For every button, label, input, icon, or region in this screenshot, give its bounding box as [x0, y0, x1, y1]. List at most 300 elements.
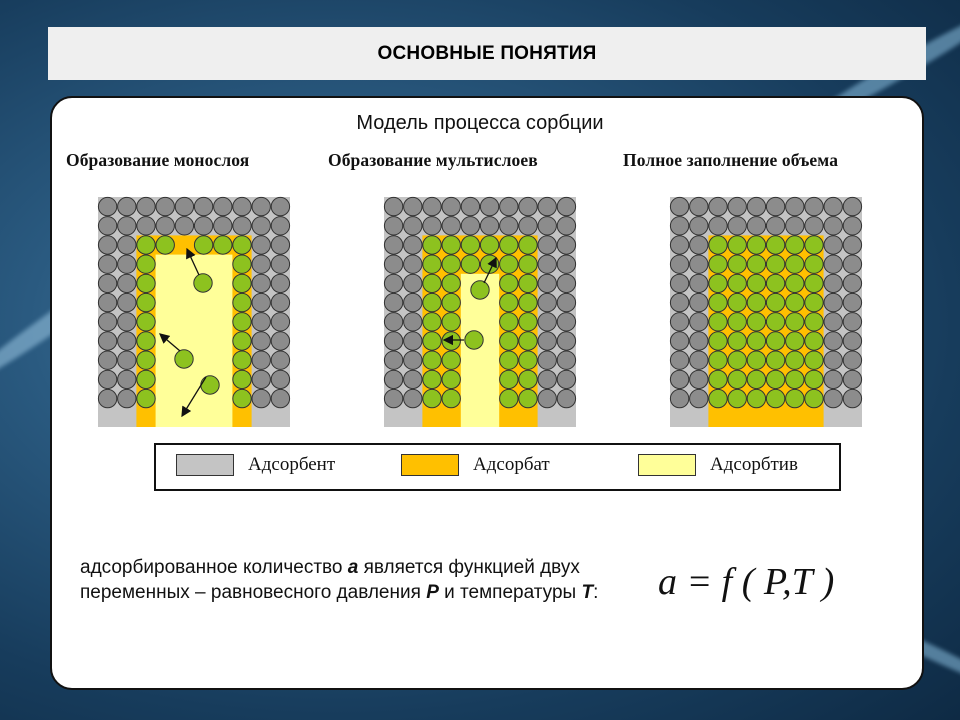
adsorbate-sphere	[747, 332, 765, 350]
adsorbent-swatch	[176, 454, 234, 476]
adsorbate-sphere	[442, 274, 460, 292]
adsorbate-sphere	[137, 313, 155, 331]
adsorbate-sphere	[709, 313, 727, 331]
adsorbate-sphere	[519, 293, 537, 311]
adsorbate-sphere	[766, 370, 784, 388]
legend-label-adsorbate: Адсорбат	[473, 454, 550, 475]
adsorbent-sphere	[137, 197, 155, 215]
adsorbent-sphere	[384, 351, 402, 369]
adsorbent-sphere	[118, 370, 136, 388]
adsorbate-sphere	[766, 255, 784, 273]
adsorbent-sphere	[538, 332, 556, 350]
adsorbent-sphere	[500, 197, 518, 215]
adsorbent-sphere	[271, 274, 289, 292]
adsorbate-sphere	[500, 274, 518, 292]
adsorbent-sphere	[404, 332, 422, 350]
adsorbent-sphere	[271, 370, 289, 388]
adsorbate-sphere	[442, 313, 460, 331]
adsorbate-sphere	[137, 236, 155, 254]
adsorbent-sphere	[442, 217, 460, 235]
adsorbent-sphere	[843, 217, 861, 235]
adsorbent-sphere	[175, 197, 193, 215]
adsorbent-sphere	[824, 236, 842, 254]
adsorbent-sphere	[824, 255, 842, 273]
adsorbate-sphere	[233, 389, 251, 407]
adsorbate-sphere	[805, 255, 823, 273]
adsorbent-sphere	[538, 351, 556, 369]
adsorbent-sphere	[824, 274, 842, 292]
adsorbate-sphere	[747, 255, 765, 273]
adsorbent-sphere	[252, 389, 270, 407]
adsorbate-sphere	[423, 255, 441, 273]
adsorbate-sphere	[500, 351, 518, 369]
model-title: Модель процесса сорбции	[356, 112, 604, 134]
adsorbate-sphere	[500, 332, 518, 350]
adsorbent-sphere	[824, 217, 842, 235]
adsorbent-sphere	[805, 217, 823, 235]
adsorbate-sphere	[786, 255, 804, 273]
adsorbate-sphere	[786, 332, 804, 350]
adsorbent-sphere	[384, 217, 402, 235]
adsorbent-sphere	[519, 217, 537, 235]
desc-text-2: является функцией двух переменных – равновесного давления	[80, 557, 580, 603]
adsorbent-sphere	[271, 313, 289, 331]
adsorbate-sphere	[805, 236, 823, 254]
adsorbate-sphere	[766, 236, 784, 254]
adsorbent-sphere	[384, 313, 402, 331]
adsorbate-sphere	[786, 274, 804, 292]
adsorbate-sphere	[423, 313, 441, 331]
adsorbent-sphere	[98, 332, 116, 350]
adsorbent-sphere	[118, 313, 136, 331]
adsorbent-sphere	[557, 274, 575, 292]
adsorbent-sphere	[690, 197, 708, 215]
adsorbent-sphere	[404, 197, 422, 215]
adsorbate-sphere	[805, 293, 823, 311]
adsorbent-sphere	[538, 370, 556, 388]
legend-label-adsorbent: Адсорбент	[248, 454, 336, 475]
adsorbent-sphere	[824, 293, 842, 311]
adsorbent-sphere	[766, 197, 784, 215]
adsorbent-sphere	[233, 217, 251, 235]
adsorbent-sphere	[156, 197, 174, 215]
adsorbate-sphere	[233, 236, 251, 254]
adsorbate-sphere	[747, 351, 765, 369]
adsorbent-sphere	[557, 351, 575, 369]
adsorbent-sphere	[690, 370, 708, 388]
adsorbate-sphere	[233, 274, 251, 292]
adsorbent-sphere	[747, 217, 765, 235]
caption-multilayer: Образование мультислоев	[328, 150, 538, 170]
adsorbent-sphere	[538, 293, 556, 311]
adsorbate-sphere	[500, 370, 518, 388]
adsorbent-sphere	[98, 255, 116, 273]
adsorbate-sphere	[709, 236, 727, 254]
adsorbate-sphere	[500, 236, 518, 254]
adsorbent-sphere	[118, 274, 136, 292]
adsorbent-sphere	[271, 293, 289, 311]
adsorbent-sphere	[118, 255, 136, 273]
adsorbent-sphere	[728, 197, 746, 215]
adsorbent-sphere	[480, 217, 498, 235]
adsorbent-sphere	[500, 217, 518, 235]
adsorbent-sphere	[670, 197, 688, 215]
adsorbent-sphere	[557, 370, 575, 388]
adsorbent-sphere	[480, 197, 498, 215]
adsorbent-sphere	[118, 197, 136, 215]
adsorbate-sphere	[766, 389, 784, 407]
adsorbate-sphere	[766, 313, 784, 331]
adsorbent-sphere	[557, 313, 575, 331]
adsorbent-sphere	[404, 389, 422, 407]
adsorbate-sphere	[137, 370, 155, 388]
adsorbate-sphere	[747, 370, 765, 388]
legend-item-adsorbate	[401, 454, 550, 476]
adsorbent-sphere	[538, 236, 556, 254]
free-molecule	[465, 331, 483, 349]
adsorbate-sphere	[233, 313, 251, 331]
adsorbent-sphere	[252, 274, 270, 292]
adsorbate-sphere	[709, 274, 727, 292]
adsorbent-sphere	[824, 332, 842, 350]
adsorbate-sphere	[156, 236, 174, 254]
adsorbent-sphere	[538, 255, 556, 273]
adsorbent-sphere	[461, 217, 479, 235]
adsorbate-sphere	[442, 255, 460, 273]
adsorbate-sphere	[747, 293, 765, 311]
caption-monolayer: Образование монослоя	[66, 150, 250, 170]
adsorbent-sphere	[442, 197, 460, 215]
adsorbent-sphere	[271, 217, 289, 235]
adsorbent-sphere	[194, 197, 212, 215]
adsorbent-sphere	[843, 293, 861, 311]
adsorbate-sphere	[728, 370, 746, 388]
adsorbent-sphere	[98, 351, 116, 369]
adsorbent-sphere	[786, 217, 804, 235]
legend-item-adsorbent	[176, 454, 335, 476]
adsorbent-sphere	[98, 217, 116, 235]
adsorbate-sphere	[423, 389, 441, 407]
adsorbent-sphere	[690, 236, 708, 254]
adsorbate-sphere	[805, 332, 823, 350]
adsorbate-sphere	[233, 332, 251, 350]
adsorbent-sphere	[118, 332, 136, 350]
adsorbate-sphere	[519, 236, 537, 254]
adsorbate-sphere	[709, 332, 727, 350]
adsorbate-sphere	[728, 332, 746, 350]
adsorbate-sphere	[709, 370, 727, 388]
adsorbent-sphere	[98, 370, 116, 388]
adsorbent-sphere	[252, 370, 270, 388]
free-molecule	[194, 274, 212, 292]
adsorbent-sphere	[670, 313, 688, 331]
adsorbate-sphere	[423, 351, 441, 369]
adsorbent-sphere	[423, 217, 441, 235]
adsorbate-sphere	[461, 255, 479, 273]
adsorbent-sphere	[557, 197, 575, 215]
adsorbate-sphere	[728, 255, 746, 273]
adsorbate-sphere	[709, 293, 727, 311]
adsorbent-sphere	[557, 236, 575, 254]
adsorbent-sphere	[670, 332, 688, 350]
adsorbent-sphere	[175, 217, 193, 235]
legend-label-adsorptive: Адсорбтив	[710, 454, 798, 475]
adsorbent-sphere	[690, 293, 708, 311]
adsorbent-sphere	[384, 293, 402, 311]
adsorbate-sphere	[728, 313, 746, 331]
adsorbate-sphere	[442, 236, 460, 254]
adsorbent-sphere	[137, 217, 155, 235]
adsorbate-sphere	[728, 274, 746, 292]
adsorbent-sphere	[538, 389, 556, 407]
adsorbate-sphere	[137, 332, 155, 350]
adsorbent-sphere	[98, 274, 116, 292]
adsorbent-sphere	[271, 351, 289, 369]
adsorbate-sphere	[519, 313, 537, 331]
adsorbate-sphere	[500, 255, 518, 273]
adsorbate-sphere	[766, 332, 784, 350]
adsorbent-sphere	[824, 197, 842, 215]
adsorbate-sphere	[442, 332, 460, 350]
adsorbent-sphere	[690, 389, 708, 407]
adsorbate-sphere	[233, 293, 251, 311]
adsorbent-sphere	[461, 197, 479, 215]
adsorbent-sphere	[118, 217, 136, 235]
adsorptive-swatch	[638, 454, 696, 476]
adsorbent-sphere	[98, 293, 116, 311]
adsorbent-sphere	[233, 197, 251, 215]
adsorbate-sphere	[747, 274, 765, 292]
adsorbent-sphere	[670, 255, 688, 273]
adsorbent-sphere	[384, 332, 402, 350]
description	[80, 555, 600, 605]
adsorbent-sphere	[98, 236, 116, 254]
adsorbent-sphere	[557, 389, 575, 407]
adsorbent-sphere	[519, 197, 537, 215]
adsorbent-sphere	[670, 389, 688, 407]
adsorbate-sphere	[442, 389, 460, 407]
adsorbent-sphere	[690, 332, 708, 350]
adsorbate-sphere	[137, 293, 155, 311]
adsorbate-sphere	[233, 370, 251, 388]
adsorbent-sphere	[252, 236, 270, 254]
adsorbent-sphere	[252, 293, 270, 311]
adsorbent-sphere	[118, 293, 136, 311]
adsorbate-sphere	[194, 236, 212, 254]
adsorbent-sphere	[728, 217, 746, 235]
adsorbent-sphere	[690, 255, 708, 273]
adsorbate-sphere	[519, 255, 537, 273]
adsorbent-sphere	[766, 217, 784, 235]
desc-var-a: a	[347, 557, 359, 578]
adsorbent-sphere	[404, 293, 422, 311]
desc-text-1: адсорбированное количество	[80, 557, 348, 578]
legend	[154, 443, 841, 491]
adsorbent-sphere	[214, 217, 232, 235]
adsorbate-sphere	[137, 351, 155, 369]
adsorbent-sphere	[670, 217, 688, 235]
adsorbent-sphere	[384, 370, 402, 388]
adsorbate-sphere	[786, 351, 804, 369]
adsorbent-sphere	[843, 332, 861, 350]
free-molecule	[175, 350, 193, 368]
adsorbent-sphere	[557, 332, 575, 350]
adsorbent-sphere	[670, 351, 688, 369]
adsorbent-sphere	[384, 236, 402, 254]
adsorbate-sphere	[137, 274, 155, 292]
adsorbate-sphere	[786, 293, 804, 311]
adsorbent-sphere	[384, 255, 402, 273]
adsorbent-sphere	[824, 351, 842, 369]
adsorbent-sphere	[670, 274, 688, 292]
adsorbent-sphere	[252, 255, 270, 273]
adsorbate-sphere	[519, 274, 537, 292]
adsorbent-sphere	[118, 389, 136, 407]
adsorbate-sphere	[805, 351, 823, 369]
adsorbent-sphere	[805, 197, 823, 215]
adsorbent-sphere	[670, 236, 688, 254]
adsorbate-sphere	[423, 236, 441, 254]
adsorbate-sphere	[805, 389, 823, 407]
adsorbent-sphere	[404, 370, 422, 388]
adsorbate-sphere	[747, 313, 765, 331]
adsorbent-sphere	[747, 197, 765, 215]
desc-text-3: и температуры	[438, 582, 582, 603]
adsorbent-sphere	[670, 293, 688, 311]
legend-item-adsorptive	[638, 454, 798, 476]
adsorbate-sphere	[519, 332, 537, 350]
adsorbent-sphere	[214, 197, 232, 215]
adsorbent-sphere	[404, 255, 422, 273]
adsorbent-sphere	[709, 217, 727, 235]
adsorbent-sphere	[843, 351, 861, 369]
adsorbate-sphere	[786, 370, 804, 388]
adsorbent-sphere	[538, 217, 556, 235]
adsorbate-sphere	[442, 370, 460, 388]
adsorbate-sphere	[500, 293, 518, 311]
adsorbate-sphere	[137, 255, 155, 273]
adsorbent-sphere	[98, 389, 116, 407]
adsorbate-sphere	[480, 236, 498, 254]
adsorbent-sphere	[271, 197, 289, 215]
adsorbent-sphere	[538, 274, 556, 292]
adsorbent-sphere	[843, 370, 861, 388]
page-title: ОСНОВНЫЕ ПОНЯТИЯ	[377, 42, 597, 64]
adsorbent-sphere	[271, 332, 289, 350]
adsorbate-sphere	[137, 389, 155, 407]
adsorbate-sphere	[423, 370, 441, 388]
adsorbent-sphere	[690, 351, 708, 369]
free-molecule	[201, 376, 219, 394]
adsorbate-sphere	[214, 236, 232, 254]
adsorbent-sphere	[156, 217, 174, 235]
adsorbent-sphere	[252, 351, 270, 369]
adsorbent-sphere	[690, 313, 708, 331]
adsorbent-sphere	[423, 197, 441, 215]
adsorbent-sphere	[557, 255, 575, 273]
adsorbent-sphere	[538, 197, 556, 215]
adsorbent-sphere	[404, 274, 422, 292]
adsorbate-sphere	[747, 236, 765, 254]
desc-var-p: P	[426, 582, 439, 603]
adsorbent-sphere	[843, 274, 861, 292]
adsorbate-sphere	[786, 313, 804, 331]
free-molecule	[471, 281, 489, 299]
adsorbent-sphere	[384, 197, 402, 215]
adsorbent-sphere	[404, 313, 422, 331]
adsorbate-sphere	[728, 389, 746, 407]
adsorbent-sphere	[271, 389, 289, 407]
adsorbate-sphere	[423, 332, 441, 350]
adsorbate-sphere	[766, 293, 784, 311]
adsorbent-sphere	[843, 389, 861, 407]
adsorbent-sphere	[690, 217, 708, 235]
adsorbent-sphere	[384, 274, 402, 292]
adsorbate-sphere	[519, 389, 537, 407]
adsorbate-sphere	[766, 274, 784, 292]
adsorbate-sphere	[805, 313, 823, 331]
adsorbate-sphere	[233, 255, 251, 273]
adsorbent-sphere	[271, 255, 289, 273]
adsorbate-sphere	[519, 351, 537, 369]
adsorbent-sphere	[194, 217, 212, 235]
adsorbate-sphere	[728, 236, 746, 254]
adsorbate-sphere	[805, 370, 823, 388]
adsorbate-sphere	[728, 293, 746, 311]
adsorbent-sphere	[557, 293, 575, 311]
adsorbate-sphere	[728, 351, 746, 369]
desc-text-4: :	[593, 582, 599, 603]
adsorbent-sphere	[690, 274, 708, 292]
adsorbent-sphere	[404, 351, 422, 369]
adsorbate-sphere	[500, 389, 518, 407]
adsorbate-swatch	[401, 454, 459, 476]
adsorbent-sphere	[824, 313, 842, 331]
adsorbate-sphere	[519, 370, 537, 388]
adsorbate-sphere	[442, 293, 460, 311]
desc-var-t: T	[581, 582, 594, 603]
adsorbent-sphere	[252, 217, 270, 235]
adsorbate-sphere	[709, 389, 727, 407]
adsorbent-sphere	[670, 370, 688, 388]
adsorbent-sphere	[98, 313, 116, 331]
caption-full-fill: Полное заполнение объема	[623, 150, 839, 170]
adsorbent-sphere	[709, 197, 727, 215]
adsorbent-sphere	[557, 217, 575, 235]
adsorbent-sphere	[98, 197, 116, 215]
adsorbate-sphere	[500, 313, 518, 331]
adsorbate-sphere	[786, 389, 804, 407]
adsorbate-sphere	[461, 236, 479, 254]
adsorbent-sphere	[786, 197, 804, 215]
adsorbate-sphere	[805, 274, 823, 292]
adsorbent-sphere	[843, 236, 861, 254]
adsorbent-sphere	[252, 313, 270, 331]
adsorbent-sphere	[843, 197, 861, 215]
adsorbent-sphere	[252, 197, 270, 215]
adsorbent-sphere	[118, 351, 136, 369]
adsorbate-sphere	[423, 274, 441, 292]
adsorbent-sphere	[843, 255, 861, 273]
adsorbate-sphere	[423, 293, 441, 311]
adsorbate-sphere	[442, 351, 460, 369]
adsorbent-sphere	[404, 217, 422, 235]
adsorbate-sphere	[786, 236, 804, 254]
adsorbent-sphere	[824, 389, 842, 407]
adsorbate-sphere	[233, 351, 251, 369]
adsorbent-sphere	[538, 313, 556, 331]
adsorbate-sphere	[766, 351, 784, 369]
